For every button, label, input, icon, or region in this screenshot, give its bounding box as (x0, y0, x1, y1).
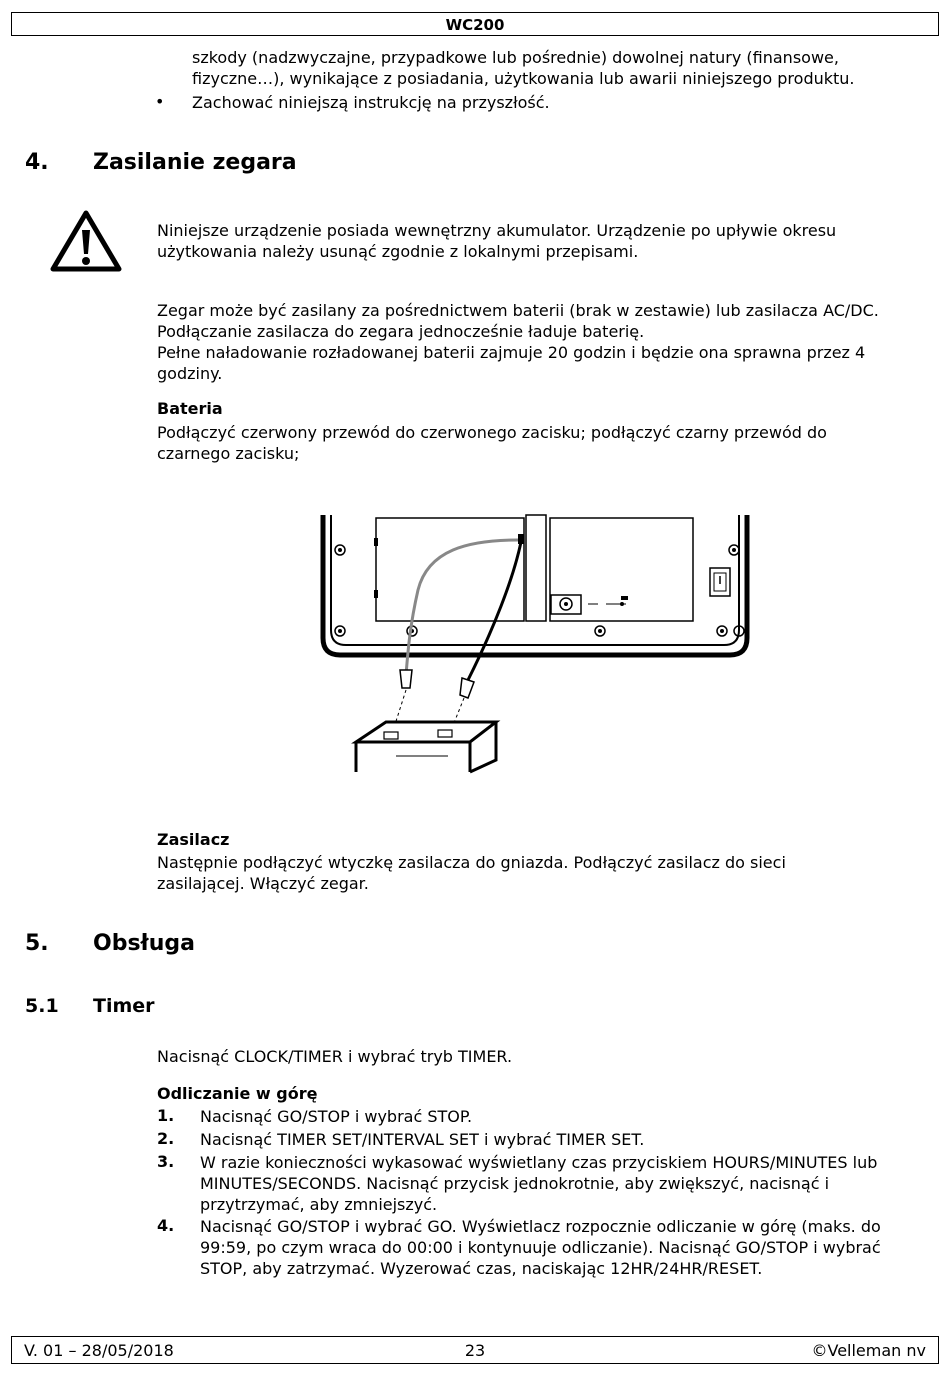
footer-page-number: 23 (464, 1341, 486, 1360)
footer-copyright: ©Velleman nv (811, 1341, 926, 1360)
battery-text: Podłączyć czerwony przewód do czerwonego zacisku; podłączyć czarny przewód do czarnego zacisku; (157, 423, 827, 463)
bullet-symbol: • (155, 92, 165, 111)
footer-version: V. 01 – 28/05/2018 (24, 1341, 174, 1360)
bullet-text: Zachować niniejszą instrukcję na przyszłość. (192, 93, 550, 112)
countup-heading: Odliczanie w górę (157, 1084, 318, 1103)
power-para-2: Pełne naładowanie rozładowanej baterii zajmuje 20 godzin i będzie ona sprawna przez 4 godziny. (157, 343, 866, 383)
adapter-text: Następnie podłączyć wtyczkę zasilacza do gniazda. Podłączyć zasilacz do sieci zasilającej. Włączyć zegar. (157, 853, 786, 893)
step-number: 4. (157, 1216, 175, 1235)
warning-triangle-icon (50, 210, 122, 272)
adapter-heading: Zasilacz (157, 830, 230, 849)
section5-title: Obsługa (93, 931, 195, 956)
page-footer (11, 1336, 939, 1364)
battery-connection-illustration (318, 510, 758, 810)
section4-title: Zasilanie zegara (93, 150, 297, 175)
section5-number: 5. (25, 931, 49, 956)
intro-continuation: szkody (nadzwyczajne, przypadkowe lub pośrednie) dowolnej natury (finansowe, fizyczne…), wynikające z posiadania, użytkowania lub awarii niniejszego produktu. (192, 48, 855, 88)
battery-heading: Bateria (157, 399, 223, 418)
section51-number: 5.1 (25, 995, 59, 1017)
timer-intro: Nacisnąć CLOCK/TIMER i wybrać tryb TIMER. (157, 1047, 513, 1066)
step-number: 2. (157, 1129, 175, 1148)
step-text: Nacisnąć GO/STOP i wybrać STOP. (200, 1107, 473, 1126)
step-text: W razie konieczności wykasować wyświetlany czas przyciskiem HOURS/MINUTES lub MINUTES/SECONDS. Nacisnąć przycisk jednokrotnie, aby zwiększyć, nacisnąć i przytrzymać, aby zmniejszyć. (200, 1153, 878, 1214)
header-title: WC200 (445, 16, 505, 34)
step-number: 3. (157, 1152, 175, 1171)
step-number: 1. (157, 1106, 175, 1125)
page-header (11, 12, 939, 36)
section51-title: Timer (93, 995, 155, 1017)
warning-text: Niniejsze urządzenie posiada wewnętrzny akumulator. Urządzenie po upływie okresu użytkowania należy usunąć zgodnie z lokalnymi przepisami. (157, 221, 837, 261)
power-para-1: Zegar może być zasilany za pośrednictwem baterii (brak w zestawie) lub zasilacza AC/DC. Podłączanie zasilacza do zegara jednocześnie ładuje baterię. (157, 301, 879, 341)
step-text: Nacisnąć GO/STOP i wybrać GO. Wyświetlacz rozpocznie odliczanie w górę (maks. do 99:59, po czym wraca do 00:00 i kontynuuje odliczanie). Nacisnąć GO/STOP i wybrać STOP, aby zatrzymać. Wyzerować czas, naciskając 12HR/24HR/RESET. (200, 1217, 881, 1278)
section4-number: 4. (25, 150, 49, 175)
step-text: Nacisnąć TIMER SET/INTERVAL SET i wybrać TIMER SET. (200, 1130, 645, 1149)
